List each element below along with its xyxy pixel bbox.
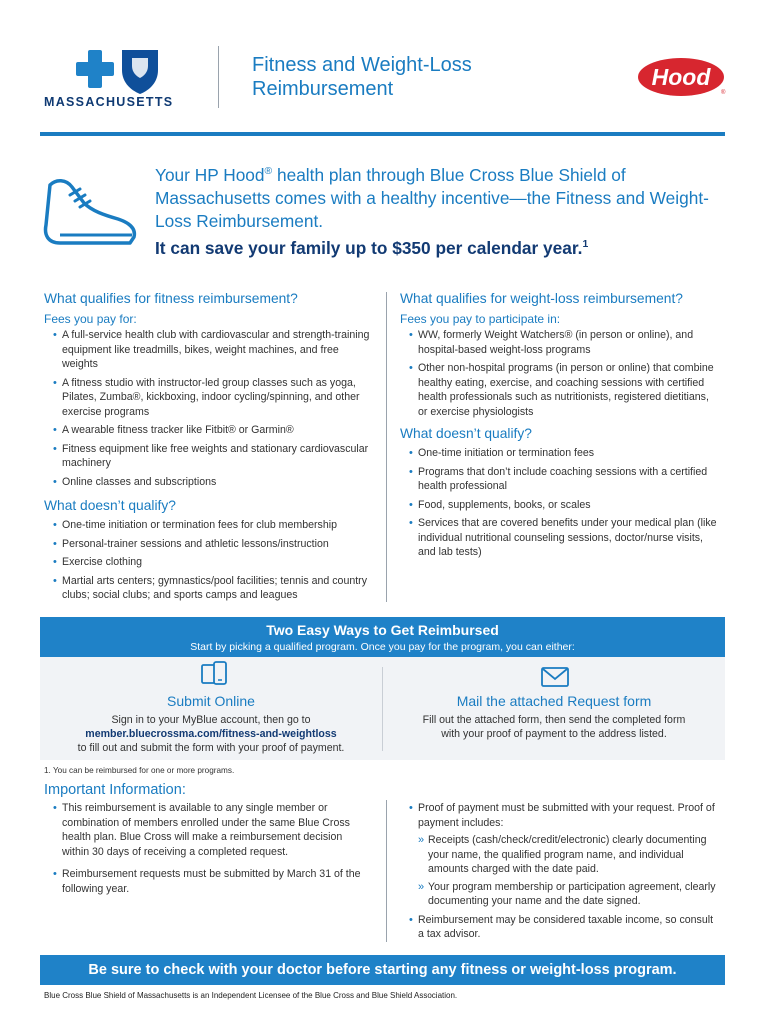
fitness-list [44,328,372,493]
doctor-reminder-banner: Be sure to check with your doctor before starting any fitness or weight-loss program. [40,955,725,985]
list-item: » Your program membership or participation agreement, clearly documenting your name and the date signed. [418,880,718,909]
list-item: • Programs that don’t include coaching sessions with a certified health professional [400,465,720,494]
list-item: • A fitness studio with instructor-led group classes such as yoga, Pilates, Zumba®, kickboxing, indoor cycling/spinning, and other exercise programs [44,376,372,420]
fitness-subtitle: Fees you pay for: [44,312,137,326]
weightloss-not-list [400,446,720,564]
list-item: • Food, supplements, books, or scales [400,498,720,513]
list-item: • Exercise clothing [44,555,374,570]
fitness-not-title: What doesn’t qualify? [44,498,176,513]
list-item: • Personal-trainer sessions and athletic lessons/instruction [44,537,374,552]
hood-logo-text: Hood [651,64,711,90]
list-item: • Reimbursement may be considered taxable income, so consult a tax advisor. [400,913,718,942]
mail-title: Mail the attached Request form [456,693,652,709]
weightloss-title: What qualifies for weight-loss reimbursement? [400,291,683,306]
weightloss-list [400,328,718,423]
important-list-right [400,801,718,946]
ways-subtitle: Start by picking a qualified program. Once you pay for the program, you can either: [190,641,575,653]
list-item: • Services that are covered benefits under your medical plan (like individual nutritional counseling sessions, doctor/nurse visits, and lab tests) [400,516,720,560]
list-item: • Proof of payment must be submitted with your request. Proof of payment includes: » Receipts (cash/check/credit/electronic) clearly documenting your name, the qualified program name, and individual amounts charged with the date paid. » Your program membership or participation agreement, clearly documenting your name and the date signed. [400,801,718,909]
proof-sublist [418,833,718,909]
list-item: • Online classes and subscriptions [44,475,372,490]
submit-online-text: Sign in to your MyBlue account, then go to member.bluecrossma.com/fitness-and-weightloss to fill out and submit the form with your proof of payment. [77,714,345,754]
footnote: 1. You can be reimbursed for one or more programs. [44,766,235,775]
list-item: • A full-service health club with cardiovascular and strength-training equipment like treadmills, bikes, weight machines, and free weights [44,328,372,372]
ways-divider [382,667,383,751]
list-item: • Fitness equipment like free weights and stationary cardiovascular machinery [44,442,372,471]
fitness-not-list [44,518,374,607]
important-title: Important Information: [44,782,186,798]
list-item: » Receipts (cash/check/credit/electronic) clearly documenting your name, the qualified program name, and individual amounts charged with the date paid. [418,833,718,877]
hood-logo [637,57,727,97]
weightloss-subtitle: Fees you pay to participate in: [400,312,561,326]
page-title: Fitness and Weight-Loss Reimbursement [252,54,472,100]
intro-text: Your HP Hood® health plan through Blue Cross Blue Shield of Massachusetts comes with a healthy incentive—the Fitness and Weight-Loss Reimbursement. [155,165,709,231]
list-item: • A wearable fitness tracker like Fitbit® or Garmin® [44,423,372,438]
ways-title: Two Easy Ways to Get Reimbursed [266,622,499,638]
list-item: • Other non-hospital programs (in person or online) that combine healthy eating, exercise, and coaching sessions with certified health professionals such as nutritionists, registered dietitians, or exercise physiologists [400,361,718,419]
list-item: • Reimbursement requests must be submitted by March 31 of the following year. [44,867,362,896]
weightloss-not-title: What doesn’t qualify? [400,426,532,441]
brand-text: MASSACHUSETTS [44,95,174,109]
list-item: • WW, formerly Weight Watchers® (in person or online), and hospital-based weight-loss programs [400,328,718,357]
sneaker-icon [40,165,140,251]
fitness-title: What qualifies for fitness reimbursement? [44,291,298,306]
submit-online-title: Submit Online [167,693,255,709]
mail-text: Fill out the attached form, then send the completed form with your proof of payment to the address listed. [422,714,686,740]
disclaimer: Blue Cross Blue Shield of Massachusetts is an Independent Licensee of the Blue Cross and Blue Shield Association. [44,991,458,1000]
header-rule [40,132,725,136]
intro-highlight: It can save your family up to $350 per calendar year.$^1$ [155,238,589,258]
important-list-left [44,801,362,900]
devices-icon [200,661,228,687]
hood-logo-mark: ® [721,90,726,96]
mail-option [383,657,725,741]
ways-panel [40,657,725,760]
list-item: • This reimbursement is available to any single member or combination of members enrolled under the same Blue Cross health plan. Blue Cross will make a reimbursement decision within 30 days of receiving a completed request. [44,801,362,859]
envelope-icon [541,667,569,687]
important-divider [386,800,387,942]
header-divider [218,46,219,108]
online-link[interactable]: member.bluecrossma.com/fitness-and-weightloss [85,728,337,740]
ways-banner [40,617,725,657]
list-item: • One-time initiation or termination fees for club membership [44,518,374,533]
column-divider [386,292,387,602]
list-item: • Martial arts centers; gymnastics/pool facilities; tennis and country clubs; social clubs; and sports camps and leagues [44,574,374,603]
submit-online-option [40,657,382,755]
list-item: • One-time initiation or termination fees [400,446,720,461]
